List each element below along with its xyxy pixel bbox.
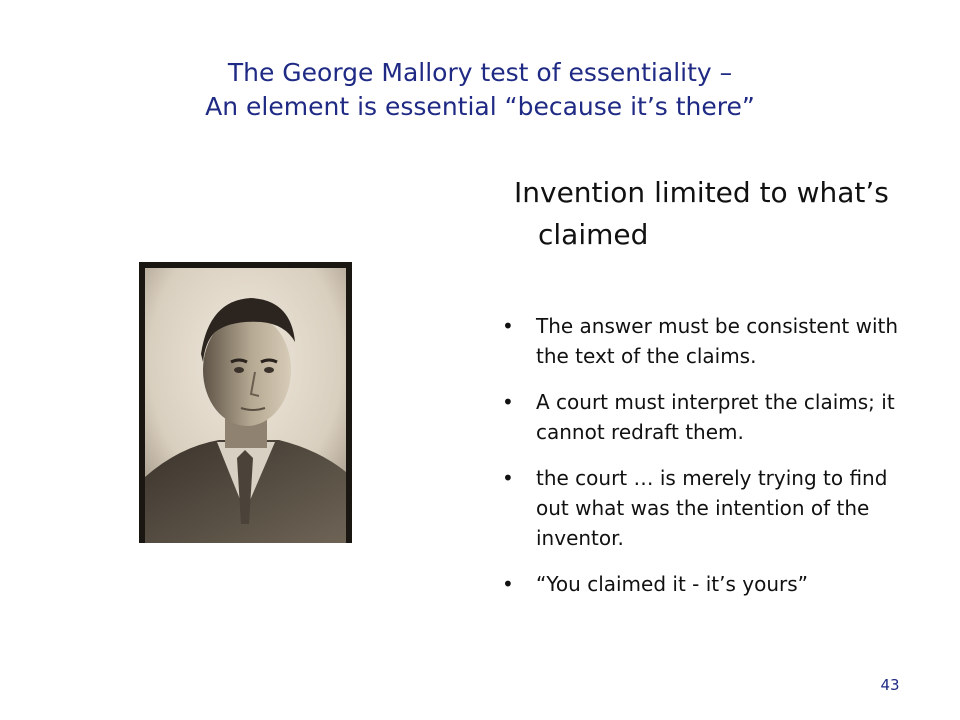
portrait-photo — [139, 262, 352, 543]
slide-title — [0, 56, 960, 124]
slide-title-line-2: An element is essential “because it’s there” — [205, 92, 755, 121]
bullet-list — [498, 311, 918, 615]
bullet-text: “You claimed it - it’s yours” — [536, 572, 809, 596]
bullet-text: The answer must be consistent with the text of the claims. — [536, 314, 899, 368]
bullet-item — [498, 463, 918, 553]
bullet-icon: • — [502, 314, 514, 338]
bullet-icon: • — [502, 572, 514, 596]
bullet-text: A court must interpret the claims; it cannot redraft them. — [536, 390, 895, 444]
slide-title-line-1: The George Mallory test of essentiality – — [227, 58, 733, 87]
page-number: 43 — [880, 676, 900, 694]
bullet-icon: • — [502, 466, 514, 490]
bullet-text: the court … is merely trying to find out what was the intention of the inventor. — [536, 466, 888, 550]
bullet-item — [498, 311, 918, 371]
section-heading — [514, 172, 924, 256]
bullet-icon: • — [502, 390, 514, 414]
bullet-item — [498, 569, 918, 599]
section-heading-text: Invention limited to what’s claimed — [514, 176, 889, 251]
portrait-image — [139, 262, 352, 543]
bullet-item — [498, 387, 918, 447]
